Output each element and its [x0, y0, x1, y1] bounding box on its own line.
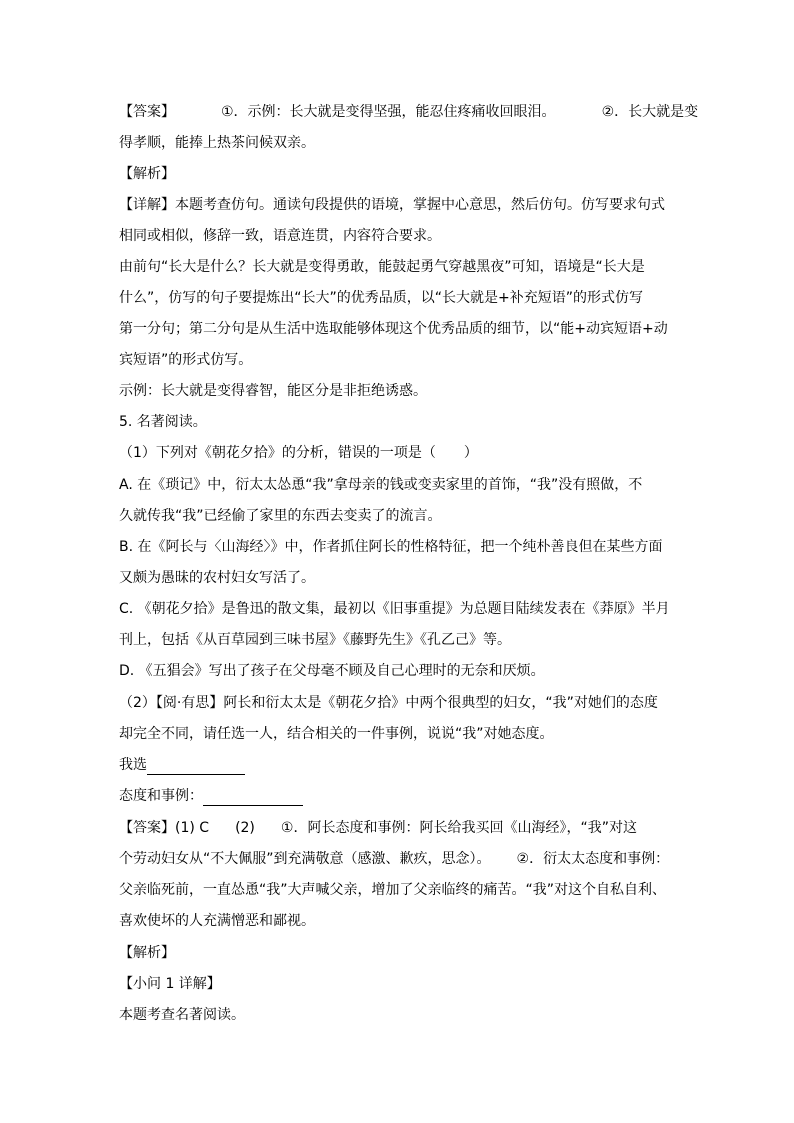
detail-line-1: 【详解】本题考查仿句。通读句段提供的语境，掌握中心意思，然后仿句。仿写要求句式: [119, 197, 665, 213]
choose-label: 我选: [119, 757, 147, 773]
answer2-line-1: [119, 818, 679, 838]
option-b-line-2: 又颇为愚昧的农村妇女写活了。: [119, 570, 315, 586]
option-a-line-1: A. 在《琐记》中，衍太太怂恿“我”拿母亲的钱或变卖家里的首饰，“我”没有照做，不: [119, 477, 643, 493]
answer2-part-1: (1) C: [175, 820, 210, 836]
detail-line-3: 由前句“长大是什么？长大就是变得勇敢，能鼓起勇气穿越黑夜”可知，语境是“长大是: [119, 259, 645, 275]
answer-line-1: [119, 102, 699, 122]
detail-line-5: 第一分句；第二分句是从生活中选取能够体现这个优秀品质的细节，以“能+动宾短语+动: [119, 321, 668, 337]
answer-line-2: 得孝顺，能捧上热茶问候双亲。: [119, 135, 315, 151]
option-d: D. 《五猖会》写出了孩子在父母毫不顾及自己心理时的无奈和厌烦。: [119, 663, 545, 679]
answer2-part-3: ①．阿长态度和事例：阿长给我买回《山海经》，“我”对这: [280, 820, 637, 836]
question-5-sub-2-line-1: （2）【阅·有思】阿长和衍太太是《朝花夕拾》中两个很典型的妇女，“我”对她们的态度: [119, 695, 658, 711]
answer-tag: 【答案】: [119, 820, 175, 836]
attitude-row: [119, 786, 679, 806]
final-line: 本题考查名著阅读。: [119, 1007, 245, 1023]
detail-line-2: 相同或相似，修辞一致，语意连贯，内容符合要求。: [119, 228, 441, 244]
attitude-label: 态度和事例：: [119, 788, 203, 804]
sub-question-1-tag: 【小问 1 详解】: [119, 976, 221, 992]
question-5-sub-1: （1）下列对《朝花夕拾》的分析，错误的一项是（ ）: [119, 445, 478, 461]
detail-example: 示例：长大就是变得睿智，能区分是非拒绝诱惑。: [119, 383, 427, 399]
detail-line-6: 宾短语”的形式仿写。: [119, 352, 253, 368]
question-5-title: 5. 名著阅读。: [119, 414, 207, 430]
choose-row: [119, 755, 679, 775]
attitude-blank: [203, 790, 303, 806]
option-b-line-1: B. 在《阿长与〈山海经〉》中，作者抓住阿长的性格特征，把一个纯朴善良但在某些方面: [119, 539, 663, 555]
option-c-line-1: C. 《朝花夕拾》是鲁迅的散文集，最初以《旧事重提》为总题目陆续发表在《莽原》半月: [119, 601, 670, 617]
option-c-line-2: 刊上，包括《从百草园到三味书屋》《藤野先生》《孔乙己》等。: [119, 632, 511, 648]
analysis-tag-2: 【解析】: [119, 945, 175, 961]
answer-part-2: ②．长大就是变: [601, 104, 699, 120]
option-a-line-2: 久就传我“我”已经偷了家里的东西去变卖了的流言。: [119, 508, 442, 524]
analysis-tag-1: 【解析】: [119, 166, 175, 182]
question-5-sub-2-line-2: 却完全不同，请任选一人，结合相关的一件事例，说说“我”对她态度。: [119, 726, 554, 742]
answer2-line-4: 喜欢使坏的人充满憎恶和鄙视。: [119, 913, 315, 929]
answer-tag: 【答案】: [119, 104, 175, 120]
answer-part-1: ①．示例：长大就是变得坚强，能忍住疼痛收回眼泪。: [221, 104, 556, 120]
detail-line-4: 什么”，仿写的句子要提炼出“长大”的优秀品质，以“长大就是+补充短语”的形式仿写: [119, 290, 643, 306]
choose-blank: [147, 759, 245, 775]
answer2-line-3: 父亲临死前，一直怂恿“我”大声喊父亲，增加了父亲临终的痛苦。“我”对这个自私自利、: [119, 882, 667, 898]
answer2-line-2: [119, 849, 679, 869]
answer2-part-2: (2): [235, 820, 255, 836]
answer2-line-2-a: 个劳动妇女从“不大佩服”到充满敬意（感激、歉疚，思念）。: [119, 851, 491, 867]
answer2-line-2-b: ②．衍太太态度和事例：: [516, 851, 670, 867]
